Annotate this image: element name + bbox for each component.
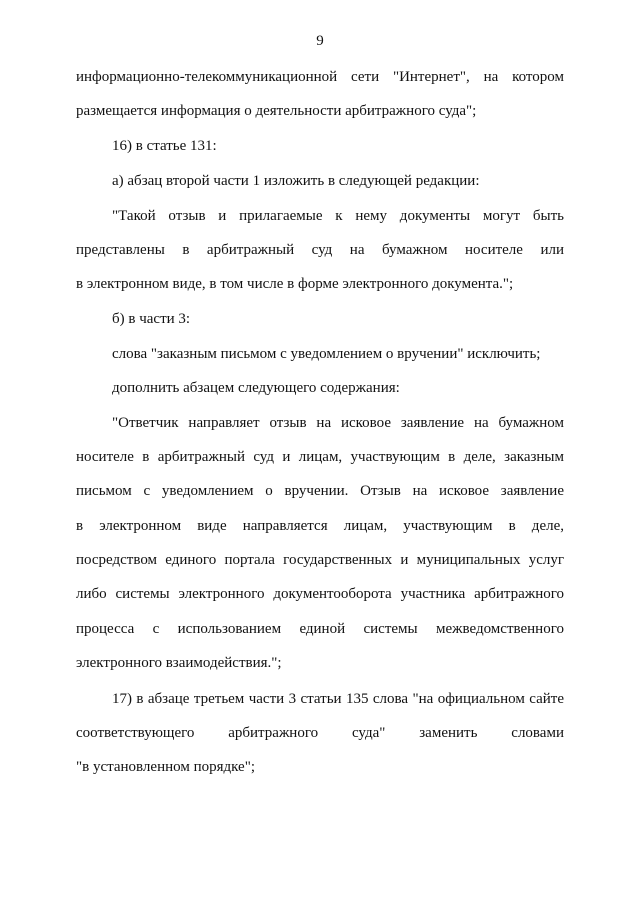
text-line: 17) в абзаце третьем части 3 статьи 135 слова "на официальном сайте — [112, 691, 564, 707]
text-line: размещается информация о деятельности арбитражного суда"; — [76, 103, 477, 119]
text-line: соответствующего арбитражного суда" заменить словами — [76, 725, 564, 741]
text-line: электронного взаимодействия."; — [76, 655, 282, 671]
text-line: б) в части 3: — [112, 311, 191, 327]
text-line: посредством единого портала государственных и муниципальных услуг — [76, 552, 564, 568]
text-line: в электронном виде, в том числе в форме электронного документа."; — [76, 276, 514, 292]
text-line: 16) в статье 131: — [112, 138, 217, 154]
text-line: в электронном виде направляется лицам, участвующим в деле, — [76, 518, 564, 534]
text-line: либо системы электронного документооборота участника арбитражного — [76, 586, 564, 602]
text-line: слова "заказным письмом с уведомлением о вручении" исключить; — [112, 346, 541, 362]
text-line: "Ответчик направляет отзыв на исковое заявление на бумажном — [112, 415, 564, 431]
text-line: представлены в арбитражный суд на бумажном носителе или — [76, 242, 564, 258]
text-line: "в установленном порядке"; — [76, 759, 255, 775]
text-line: "Такой отзыв и прилагаемые к нему документы могут быть — [112, 208, 564, 224]
text-line: а) абзац второй части 1 изложить в следующей редакции: — [112, 173, 480, 189]
text-line: дополнить абзацем следующего содержания: — [112, 380, 400, 396]
text-line: письмом с уведомлением о вручении. Отзыв на исковое заявление — [76, 483, 564, 499]
text-line: носителе в арбитражный суд и лицам, участвующим в деле, заказным — [76, 449, 564, 465]
text-line: информационно-телекоммуникационной сети "Интернет", на котором — [76, 69, 564, 85]
text-line: процесса с использованием единой системы межведомственного — [76, 621, 564, 637]
page-number: 9 — [316, 33, 324, 49]
